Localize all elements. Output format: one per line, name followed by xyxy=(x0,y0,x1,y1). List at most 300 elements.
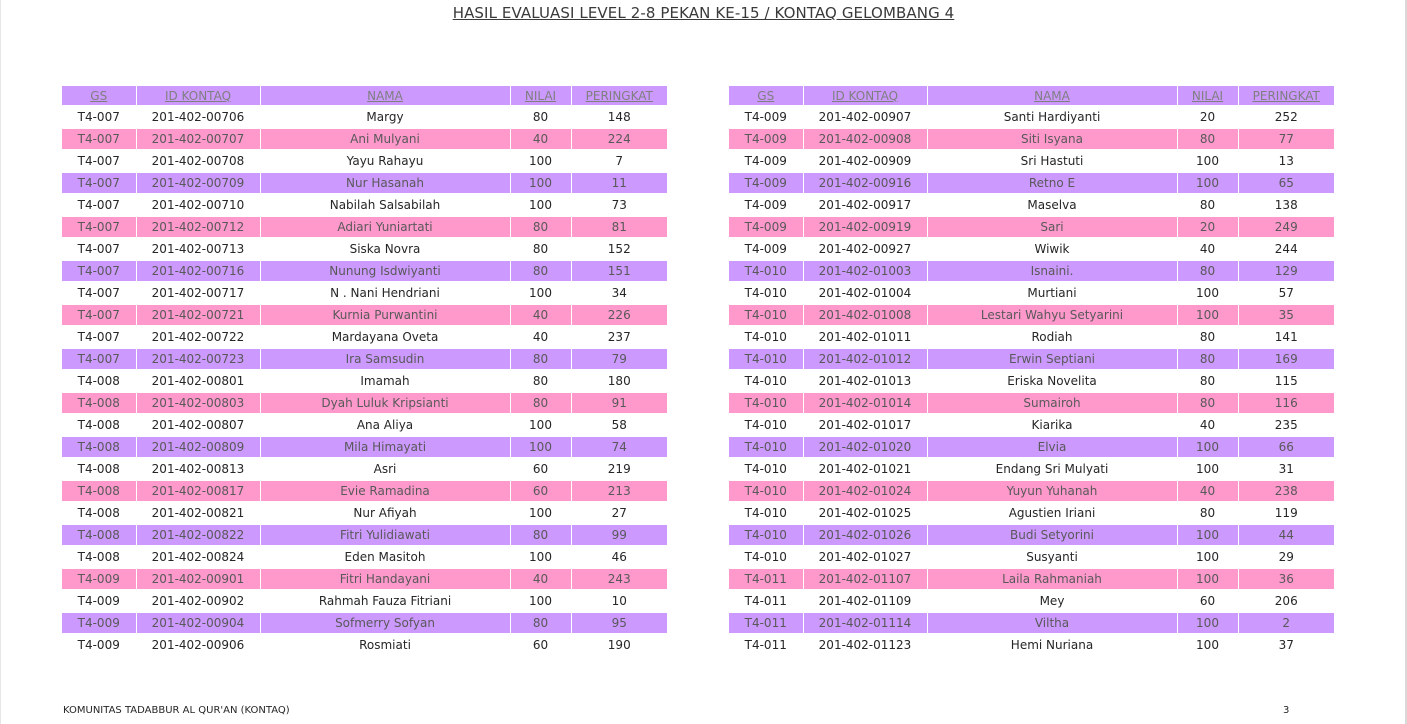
table-row xyxy=(729,348,1334,370)
cell-nama: Erwin Septiani xyxy=(927,348,1177,370)
cell-peringkat: 58 xyxy=(571,414,667,436)
cell-peringkat: 31 xyxy=(1238,458,1334,480)
cell-peringkat: 151 xyxy=(571,260,667,282)
cell-peringkat: 243 xyxy=(571,568,667,590)
cell-id-kontaq: 201-402-00909 xyxy=(803,150,927,172)
table-row xyxy=(729,436,1334,458)
cell-peringkat: 29 xyxy=(1238,546,1334,568)
table-row xyxy=(729,590,1334,612)
column-header-gs: GS xyxy=(62,86,136,106)
cell-nilai: 80 xyxy=(510,106,571,128)
cell-nilai: 100 xyxy=(510,172,571,194)
table-row xyxy=(62,304,667,326)
table-row xyxy=(62,370,667,392)
cell-gs: T4-010 xyxy=(729,436,803,458)
cell-nama: Mardayana Oveta xyxy=(260,326,510,348)
cell-peringkat: 226 xyxy=(571,304,667,326)
cell-peringkat: 238 xyxy=(1238,480,1334,502)
cell-id-kontaq: 201-402-01014 xyxy=(803,392,927,414)
cell-gs: T4-007 xyxy=(62,260,136,282)
cell-id-kontaq: 201-402-00722 xyxy=(136,326,260,348)
cell-id-kontaq: 201-402-00801 xyxy=(136,370,260,392)
cell-id-kontaq: 201-402-00908 xyxy=(803,128,927,150)
cell-nilai: 40 xyxy=(1177,480,1238,502)
cell-id-kontaq: 201-402-00821 xyxy=(136,502,260,524)
cell-peringkat: 213 xyxy=(571,480,667,502)
cell-nilai: 80 xyxy=(510,216,571,238)
cell-id-kontaq: 201-402-01026 xyxy=(803,524,927,546)
cell-gs: T4-009 xyxy=(729,150,803,172)
cell-nilai: 40 xyxy=(1177,238,1238,260)
cell-gs: T4-010 xyxy=(729,282,803,304)
table-row xyxy=(729,392,1334,414)
cell-id-kontaq: 201-402-00906 xyxy=(136,634,260,656)
cell-peringkat: 77 xyxy=(1238,128,1334,150)
table-row xyxy=(729,282,1334,304)
cell-peringkat: 235 xyxy=(1238,414,1334,436)
cell-peringkat: 36 xyxy=(1238,568,1334,590)
cell-id-kontaq: 201-402-00721 xyxy=(136,304,260,326)
cell-id-kontaq: 201-402-01013 xyxy=(803,370,927,392)
cell-nama: Hemi Nuriana xyxy=(927,634,1177,656)
cell-nilai: 100 xyxy=(510,502,571,524)
cell-gs: T4-007 xyxy=(62,172,136,194)
cell-id-kontaq: 201-402-01017 xyxy=(803,414,927,436)
cell-gs: T4-008 xyxy=(62,414,136,436)
cell-gs: T4-007 xyxy=(62,194,136,216)
cell-peringkat: 115 xyxy=(1238,370,1334,392)
cell-peringkat: 99 xyxy=(571,524,667,546)
cell-gs: T4-009 xyxy=(729,238,803,260)
cell-nama: Margy xyxy=(260,106,510,128)
cell-id-kontaq: 201-402-01003 xyxy=(803,260,927,282)
table-row xyxy=(729,480,1334,502)
cell-nilai: 100 xyxy=(1177,568,1238,590)
cell-peringkat: 74 xyxy=(571,436,667,458)
cell-nama: Murtiani xyxy=(927,282,1177,304)
column-header-id-kontaq: ID KONTAQ xyxy=(136,86,260,106)
cell-nilai: 80 xyxy=(510,392,571,414)
table-row xyxy=(729,546,1334,568)
cell-nilai: 100 xyxy=(510,414,571,436)
cell-nilai: 80 xyxy=(1177,326,1238,348)
cell-nilai: 100 xyxy=(510,194,571,216)
cell-peringkat: 119 xyxy=(1238,502,1334,524)
cell-nilai: 100 xyxy=(1177,634,1238,656)
cell-id-kontaq: 201-402-01012 xyxy=(803,348,927,370)
page-title: HASIL EVALUASI LEVEL 2-8 PEKAN KE-15 / KONTAQ GELOMBANG 4 xyxy=(452,4,955,22)
results-table-right-body xyxy=(729,106,1334,656)
cell-nama: Nur Hasanah xyxy=(260,172,510,194)
cell-nilai: 80 xyxy=(510,370,571,392)
cell-id-kontaq: 201-402-00709 xyxy=(136,172,260,194)
cell-nama: Ani Mulyani xyxy=(260,128,510,150)
cell-id-kontaq: 201-402-01109 xyxy=(803,590,927,612)
cell-nilai: 80 xyxy=(510,348,571,370)
cell-nama: Siti Isyana xyxy=(927,128,1177,150)
cell-nama: Sofmerry Sofyan xyxy=(260,612,510,634)
column-header-gs: GS xyxy=(729,86,803,106)
table-row xyxy=(729,502,1334,524)
cell-peringkat: 252 xyxy=(1238,106,1334,128)
cell-nama: Siska Novra xyxy=(260,238,510,260)
cell-nilai: 100 xyxy=(1177,436,1238,458)
results-table-right xyxy=(729,86,1334,657)
cell-gs: T4-008 xyxy=(62,392,136,414)
cell-gs: T4-010 xyxy=(729,326,803,348)
cell-id-kontaq: 201-402-00824 xyxy=(136,546,260,568)
table-row xyxy=(62,260,667,282)
cell-id-kontaq: 201-402-00716 xyxy=(136,260,260,282)
cell-nama: Rodiah xyxy=(927,326,1177,348)
table-row xyxy=(62,436,667,458)
cell-nilai: 100 xyxy=(1177,546,1238,568)
cell-id-kontaq: 201-402-01114 xyxy=(803,612,927,634)
cell-peringkat: 65 xyxy=(1238,172,1334,194)
column-header-nama: NAMA xyxy=(927,86,1177,106)
footer-organization: KOMUNITAS TADABBUR AL QUR'AN (KONTAQ) xyxy=(63,705,290,716)
cell-nilai: 20 xyxy=(1177,216,1238,238)
table-row xyxy=(62,612,667,634)
cell-gs: T4-011 xyxy=(729,612,803,634)
cell-gs: T4-009 xyxy=(62,590,136,612)
cell-nilai: 100 xyxy=(510,436,571,458)
cell-id-kontaq: 201-402-00809 xyxy=(136,436,260,458)
cell-nama: Eriska Novelita xyxy=(927,370,1177,392)
cell-id-kontaq: 201-402-00916 xyxy=(803,172,927,194)
table-row xyxy=(729,106,1334,128)
cell-nama: Laila Rahmaniah xyxy=(927,568,1177,590)
cell-id-kontaq: 201-402-01024 xyxy=(803,480,927,502)
table-row xyxy=(62,392,667,414)
cell-peringkat: 2 xyxy=(1238,612,1334,634)
cell-nama: Sari xyxy=(927,216,1177,238)
cell-gs: T4-008 xyxy=(62,436,136,458)
cell-gs: T4-011 xyxy=(729,590,803,612)
table-row xyxy=(729,326,1334,348)
table-row xyxy=(62,458,667,480)
table-row xyxy=(729,260,1334,282)
cell-peringkat: 10 xyxy=(571,590,667,612)
cell-nilai: 60 xyxy=(510,458,571,480)
cell-nama: Ira Samsudin xyxy=(260,348,510,370)
cell-peringkat: 81 xyxy=(571,216,667,238)
cell-nama: Yuyun Yuhanah xyxy=(927,480,1177,502)
column-header-nilai: NILAI xyxy=(510,86,571,106)
cell-id-kontaq: 201-402-00712 xyxy=(136,216,260,238)
cell-gs: T4-010 xyxy=(729,348,803,370)
cell-peringkat: 44 xyxy=(1238,524,1334,546)
cell-peringkat: 138 xyxy=(1238,194,1334,216)
cell-id-kontaq: 201-402-01123 xyxy=(803,634,927,656)
table-row xyxy=(729,216,1334,238)
cell-nama: Kiarika xyxy=(927,414,1177,436)
cell-nama: Yayu Rahayu xyxy=(260,150,510,172)
cell-nama: Adiari Yuniartati xyxy=(260,216,510,238)
cell-peringkat: 57 xyxy=(1238,282,1334,304)
cell-id-kontaq: 201-402-00706 xyxy=(136,106,260,128)
cell-peringkat: 79 xyxy=(571,348,667,370)
cell-nilai: 60 xyxy=(510,634,571,656)
cell-nama: Asri xyxy=(260,458,510,480)
cell-gs: T4-007 xyxy=(62,106,136,128)
table-row xyxy=(62,326,667,348)
cell-gs: T4-010 xyxy=(729,260,803,282)
cell-nilai: 100 xyxy=(1177,304,1238,326)
cell-id-kontaq: 201-402-01011 xyxy=(803,326,927,348)
cell-gs: T4-007 xyxy=(62,348,136,370)
cell-id-kontaq: 201-402-00813 xyxy=(136,458,260,480)
cell-gs: T4-009 xyxy=(729,194,803,216)
cell-id-kontaq: 201-402-00907 xyxy=(803,106,927,128)
cell-nama: Sri Hastuti xyxy=(927,150,1177,172)
cell-gs: T4-008 xyxy=(62,546,136,568)
cell-gs: T4-009 xyxy=(729,216,803,238)
cell-id-kontaq: 201-402-01027 xyxy=(803,546,927,568)
cell-nilai: 80 xyxy=(1177,392,1238,414)
cell-peringkat: 35 xyxy=(1238,304,1334,326)
cell-peringkat: 7 xyxy=(571,150,667,172)
table-row xyxy=(62,150,667,172)
table-row xyxy=(729,172,1334,194)
cell-peringkat: 141 xyxy=(1238,326,1334,348)
cell-peringkat: 46 xyxy=(571,546,667,568)
cell-gs: T4-009 xyxy=(62,634,136,656)
cell-gs: T4-007 xyxy=(62,128,136,150)
cell-peringkat: 180 xyxy=(571,370,667,392)
cell-nilai: 40 xyxy=(510,326,571,348)
cell-id-kontaq: 201-402-00817 xyxy=(136,480,260,502)
cell-gs: T4-008 xyxy=(62,524,136,546)
cell-nilai: 100 xyxy=(1177,172,1238,194)
cell-nilai: 80 xyxy=(510,260,571,282)
cell-nilai: 100 xyxy=(1177,282,1238,304)
cell-nilai: 80 xyxy=(510,612,571,634)
cell-peringkat: 148 xyxy=(571,106,667,128)
cell-nama: Imamah xyxy=(260,370,510,392)
cell-nama: Kurnia Purwantini xyxy=(260,304,510,326)
cell-id-kontaq: 201-402-00717 xyxy=(136,282,260,304)
cell-nama: Mila Himayati xyxy=(260,436,510,458)
cell-id-kontaq: 201-402-00803 xyxy=(136,392,260,414)
cell-nama: Sumairoh xyxy=(927,392,1177,414)
cell-nilai: 60 xyxy=(510,480,571,502)
cell-nilai: 80 xyxy=(1177,370,1238,392)
column-header-peringkat: PERINGKAT xyxy=(571,86,667,106)
cell-nama: Budi Setyorini xyxy=(927,524,1177,546)
cell-nama: Susyanti xyxy=(927,546,1177,568)
cell-id-kontaq: 201-402-00917 xyxy=(803,194,927,216)
cell-gs: T4-010 xyxy=(729,370,803,392)
table-row xyxy=(729,194,1334,216)
cell-nama: Santi Hardiyanti xyxy=(927,106,1177,128)
cell-nilai: 40 xyxy=(510,304,571,326)
cell-gs: T4-010 xyxy=(729,480,803,502)
cell-nilai: 100 xyxy=(1177,150,1238,172)
cell-gs: T4-007 xyxy=(62,238,136,260)
cell-gs: T4-010 xyxy=(729,546,803,568)
table-row xyxy=(729,370,1334,392)
cell-nama: Fitri Yulidiawati xyxy=(260,524,510,546)
cell-nama: Mey xyxy=(927,590,1177,612)
cell-nilai: 80 xyxy=(1177,128,1238,150)
cell-id-kontaq: 201-402-01004 xyxy=(803,282,927,304)
cell-id-kontaq: 201-402-01008 xyxy=(803,304,927,326)
cell-gs: T4-008 xyxy=(62,458,136,480)
cell-gs: T4-011 xyxy=(729,568,803,590)
cell-gs: T4-007 xyxy=(62,304,136,326)
cell-peringkat: 95 xyxy=(571,612,667,634)
cell-peringkat: 152 xyxy=(571,238,667,260)
cell-id-kontaq: 201-402-01107 xyxy=(803,568,927,590)
cell-nama: Rahmah Fauza Fitriani xyxy=(260,590,510,612)
cell-id-kontaq: 201-402-00707 xyxy=(136,128,260,150)
cell-id-kontaq: 201-402-00919 xyxy=(803,216,927,238)
cell-gs: T4-007 xyxy=(62,150,136,172)
cell-gs: T4-009 xyxy=(62,612,136,634)
table-row xyxy=(62,634,667,656)
cell-nilai: 40 xyxy=(510,568,571,590)
cell-gs: T4-008 xyxy=(62,370,136,392)
cell-gs: T4-008 xyxy=(62,502,136,524)
table-row xyxy=(729,304,1334,326)
table-row xyxy=(62,216,667,238)
cell-id-kontaq: 201-402-01020 xyxy=(803,436,927,458)
cell-nilai: 60 xyxy=(1177,590,1238,612)
cell-peringkat: 224 xyxy=(571,128,667,150)
table-row xyxy=(729,458,1334,480)
table-row xyxy=(62,282,667,304)
cell-nama: Eden Masitoh xyxy=(260,546,510,568)
cell-id-kontaq: 201-402-00822 xyxy=(136,524,260,546)
cell-id-kontaq: 201-402-00902 xyxy=(136,590,260,612)
table-header-row xyxy=(729,86,1334,106)
column-header-nama: NAMA xyxy=(260,86,510,106)
cell-nama: Evie Ramadina xyxy=(260,480,510,502)
cell-id-kontaq: 201-402-00710 xyxy=(136,194,260,216)
table-row xyxy=(62,194,667,216)
column-header-id-kontaq: ID KONTAQ xyxy=(803,86,927,106)
cell-nama: Isnaini. xyxy=(927,260,1177,282)
table-row xyxy=(62,348,667,370)
cell-peringkat: 219 xyxy=(571,458,667,480)
cell-peringkat: 34 xyxy=(571,282,667,304)
cell-peringkat: 27 xyxy=(571,502,667,524)
cell-gs: T4-008 xyxy=(62,480,136,502)
cell-nilai: 40 xyxy=(510,128,571,150)
cell-nama: Nunung Isdwiyanti xyxy=(260,260,510,282)
cell-nilai: 100 xyxy=(1177,458,1238,480)
cell-gs: T4-007 xyxy=(62,216,136,238)
cell-peringkat: 244 xyxy=(1238,238,1334,260)
cell-peringkat: 66 xyxy=(1238,436,1334,458)
cell-peringkat: 13 xyxy=(1238,150,1334,172)
cell-peringkat: 249 xyxy=(1238,216,1334,238)
cell-gs: T4-011 xyxy=(729,634,803,656)
cell-gs: T4-009 xyxy=(62,568,136,590)
cell-nama: Dyah Luluk Kripsianti xyxy=(260,392,510,414)
cell-gs: T4-010 xyxy=(729,392,803,414)
cell-nilai: 100 xyxy=(510,282,571,304)
cell-gs: T4-007 xyxy=(62,326,136,348)
cell-nilai: 80 xyxy=(1177,502,1238,524)
cell-nama: Nabilah Salsabilah xyxy=(260,194,510,216)
table-row xyxy=(62,480,667,502)
cell-nama: Fitri Handayani xyxy=(260,568,510,590)
table-row xyxy=(729,150,1334,172)
cell-nilai: 40 xyxy=(1177,414,1238,436)
cell-peringkat: 237 xyxy=(571,326,667,348)
cell-gs: T4-010 xyxy=(729,458,803,480)
cell-nama: Wiwik xyxy=(927,238,1177,260)
cell-peringkat: 91 xyxy=(571,392,667,414)
cell-nama: Nur Afiyah xyxy=(260,502,510,524)
cell-id-kontaq: 201-402-00723 xyxy=(136,348,260,370)
cell-nama: Lestari Wahyu Setyarini xyxy=(927,304,1177,326)
cell-id-kontaq: 201-402-00904 xyxy=(136,612,260,634)
cell-nama: Ana Aliya xyxy=(260,414,510,436)
cell-peringkat: 116 xyxy=(1238,392,1334,414)
cell-nama: Retno E xyxy=(927,172,1177,194)
results-table-left xyxy=(62,86,667,657)
cell-peringkat: 169 xyxy=(1238,348,1334,370)
table-row xyxy=(729,568,1334,590)
cell-gs: T4-010 xyxy=(729,524,803,546)
cell-nilai: 80 xyxy=(1177,348,1238,370)
cell-gs: T4-010 xyxy=(729,502,803,524)
table-row xyxy=(62,128,667,150)
table-row xyxy=(729,524,1334,546)
cell-nilai: 80 xyxy=(510,524,571,546)
cell-id-kontaq: 201-402-01021 xyxy=(803,458,927,480)
cell-nilai: 100 xyxy=(1177,524,1238,546)
cell-id-kontaq: 201-402-00713 xyxy=(136,238,260,260)
cell-gs: T4-010 xyxy=(729,414,803,436)
cell-nama: Endang Sri Mulyati xyxy=(927,458,1177,480)
table-row xyxy=(62,568,667,590)
table-header-row xyxy=(62,86,667,106)
cell-nama: Rosmiati xyxy=(260,634,510,656)
cell-peringkat: 37 xyxy=(1238,634,1334,656)
cell-gs: T4-010 xyxy=(729,304,803,326)
cell-nilai: 20 xyxy=(1177,106,1238,128)
cell-nama: Maselva xyxy=(927,194,1177,216)
table-row xyxy=(62,590,667,612)
cell-nilai: 80 xyxy=(1177,260,1238,282)
table-row xyxy=(62,546,667,568)
cell-nilai: 80 xyxy=(1177,194,1238,216)
cell-peringkat: 11 xyxy=(571,172,667,194)
cell-peringkat: 129 xyxy=(1238,260,1334,282)
table-row xyxy=(62,238,667,260)
cell-gs: T4-009 xyxy=(729,172,803,194)
table-row xyxy=(729,612,1334,634)
table-row xyxy=(729,634,1334,656)
cell-peringkat: 73 xyxy=(571,194,667,216)
results-table-left-body xyxy=(62,106,667,656)
table-row xyxy=(62,524,667,546)
cell-id-kontaq: 201-402-00927 xyxy=(803,238,927,260)
table-row xyxy=(729,128,1334,150)
table-row xyxy=(62,172,667,194)
cell-nama: Elvia xyxy=(927,436,1177,458)
page-left-border xyxy=(0,0,1,724)
cell-nilai: 100 xyxy=(510,150,571,172)
table-row xyxy=(62,502,667,524)
cell-nama: N . Nani Hendriani xyxy=(260,282,510,304)
column-header-nilai: NILAI xyxy=(1177,86,1238,106)
table-row xyxy=(62,414,667,436)
